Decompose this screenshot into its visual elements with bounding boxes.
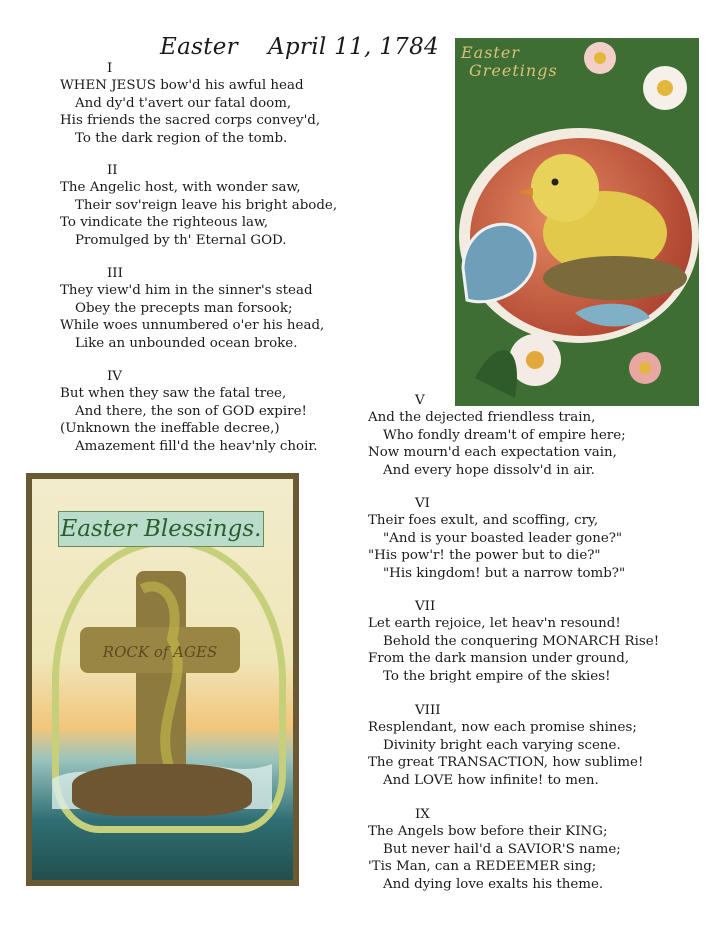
stanza-number: VI bbox=[415, 496, 430, 511]
nest bbox=[543, 256, 687, 300]
stanza-line: 'Tis Man, can a REDEEMER sing; bbox=[368, 859, 597, 875]
stanza-number: III bbox=[107, 266, 123, 281]
stanza-line: And the dejected friendless train, bbox=[368, 410, 596, 426]
title-word: Easter bbox=[160, 34, 238, 60]
stanza-8 bbox=[368, 702, 643, 789]
stanza-number: VIII bbox=[415, 703, 441, 718]
stanza-line: (Unknown the ineffable decree,) bbox=[60, 421, 280, 437]
stanza-4 bbox=[60, 368, 318, 455]
stanza-line: Amazement fill'd the heav'nly choir. bbox=[75, 438, 318, 454]
stanza-number: VII bbox=[415, 599, 436, 614]
stanza-number: II bbox=[107, 163, 118, 178]
stanza-line: Obey the precepts man forsook; bbox=[75, 300, 293, 316]
easter-blessings-postcard bbox=[26, 473, 299, 886]
stanza-number: IV bbox=[107, 369, 122, 384]
easter-blessings-banner: Easter Blessings. bbox=[58, 511, 264, 547]
stanza-9 bbox=[368, 806, 621, 893]
chick-illustration bbox=[455, 38, 699, 406]
chick-head bbox=[531, 154, 599, 222]
stanza-line: Promulged by th' Eternal GOD. bbox=[75, 232, 287, 248]
easter-greetings-postcard bbox=[455, 38, 699, 406]
stanza-line: And LOVE how infinite! to men. bbox=[383, 772, 599, 788]
daisy-flower-top bbox=[643, 66, 687, 110]
stanza-line: To the bright empire of the skies! bbox=[383, 668, 611, 684]
chick-beak bbox=[519, 188, 533, 196]
stanza-line: And every hope dissolv'd in air. bbox=[383, 462, 595, 478]
daisy-flower-mid bbox=[584, 42, 616, 74]
stanza-line: Their sov'reign leave his bright abode, bbox=[75, 197, 338, 213]
title-date: April 11, 1784 bbox=[267, 34, 439, 60]
stanza-line: Their foes exult, and scoffing, cry, bbox=[368, 513, 599, 529]
stanza-line: Let earth rejoice, let heav'n resound! bbox=[368, 616, 621, 632]
stanza-line: Behold the conquering MONARCH Rise! bbox=[383, 633, 660, 649]
stanza-line: From the dark mansion under ground, bbox=[368, 651, 630, 667]
eggshell-right bbox=[575, 304, 650, 327]
stanza-line: And dying love exalts his theme. bbox=[383, 876, 604, 892]
stanza-line: "And is your boasted leader gone?" bbox=[383, 530, 623, 546]
stanza-line: They view'd him in the sinner's stead bbox=[60, 283, 313, 299]
stanza-6 bbox=[368, 495, 625, 582]
poem-title bbox=[160, 34, 439, 60]
daisy-flower-bottom-right bbox=[629, 352, 661, 384]
stanza-line: To vindicate the righteous law, bbox=[60, 215, 269, 231]
chick-eye bbox=[552, 179, 559, 186]
stanza-line: "His pow'r! the power but to die?" bbox=[368, 548, 601, 564]
stanza-line: The Angelic host, with wonder saw, bbox=[60, 180, 301, 196]
easter-greetings-lettering bbox=[461, 44, 558, 80]
stanza-line: The great TRANSACTION, how sublime! bbox=[368, 755, 644, 771]
stanza-line: Divinity bright each varying scene. bbox=[383, 737, 621, 753]
greetings-line1: Easter bbox=[461, 43, 520, 62]
stanza-2 bbox=[60, 162, 337, 249]
stanza-line: But never hail'd a SAVIOR'S name; bbox=[383, 841, 621, 857]
cross-inscription: ROCK of AGES bbox=[102, 643, 218, 661]
leaves bbox=[475, 350, 517, 398]
postcard-background bbox=[32, 479, 293, 880]
stanza-number: IX bbox=[415, 807, 430, 822]
stanza-line: And there, the son of GOD expire! bbox=[75, 403, 307, 419]
stanza-line: Now mourn'd each expectation vain, bbox=[368, 445, 617, 461]
stanza-1 bbox=[60, 60, 320, 147]
stanza-line: Resplendant, now each promise shines; bbox=[368, 720, 637, 736]
stanza-line: Like an unbounded ocean broke. bbox=[75, 335, 298, 351]
stanza-line: WHEN JESUS bow'd his awful head bbox=[60, 78, 304, 94]
stanza-line: Who fondly dream't of empire here; bbox=[383, 427, 626, 443]
stanza-line: And dy'd t'avert our fatal doom, bbox=[75, 95, 292, 111]
rock bbox=[72, 764, 252, 816]
stanza-line: "His kingdom! but a narrow tomb?" bbox=[383, 565, 626, 581]
stanza-line: The Angels bow before their KING; bbox=[368, 824, 608, 840]
stanza-number: V bbox=[415, 393, 425, 408]
stanza-7 bbox=[368, 598, 659, 685]
stanza-line: To the dark region of the tomb. bbox=[75, 130, 288, 146]
stanza-line: But when they saw the fatal tree, bbox=[60, 386, 287, 402]
stanza-number: I bbox=[107, 61, 113, 76]
stanza-3 bbox=[60, 265, 324, 352]
stanza-line: While woes unnumbered o'er his head, bbox=[60, 318, 325, 334]
eggshell-left bbox=[463, 224, 535, 301]
greetings-line2: Greetings bbox=[469, 61, 558, 80]
stanza-line: His friends the sacred corps convey'd, bbox=[60, 113, 321, 129]
